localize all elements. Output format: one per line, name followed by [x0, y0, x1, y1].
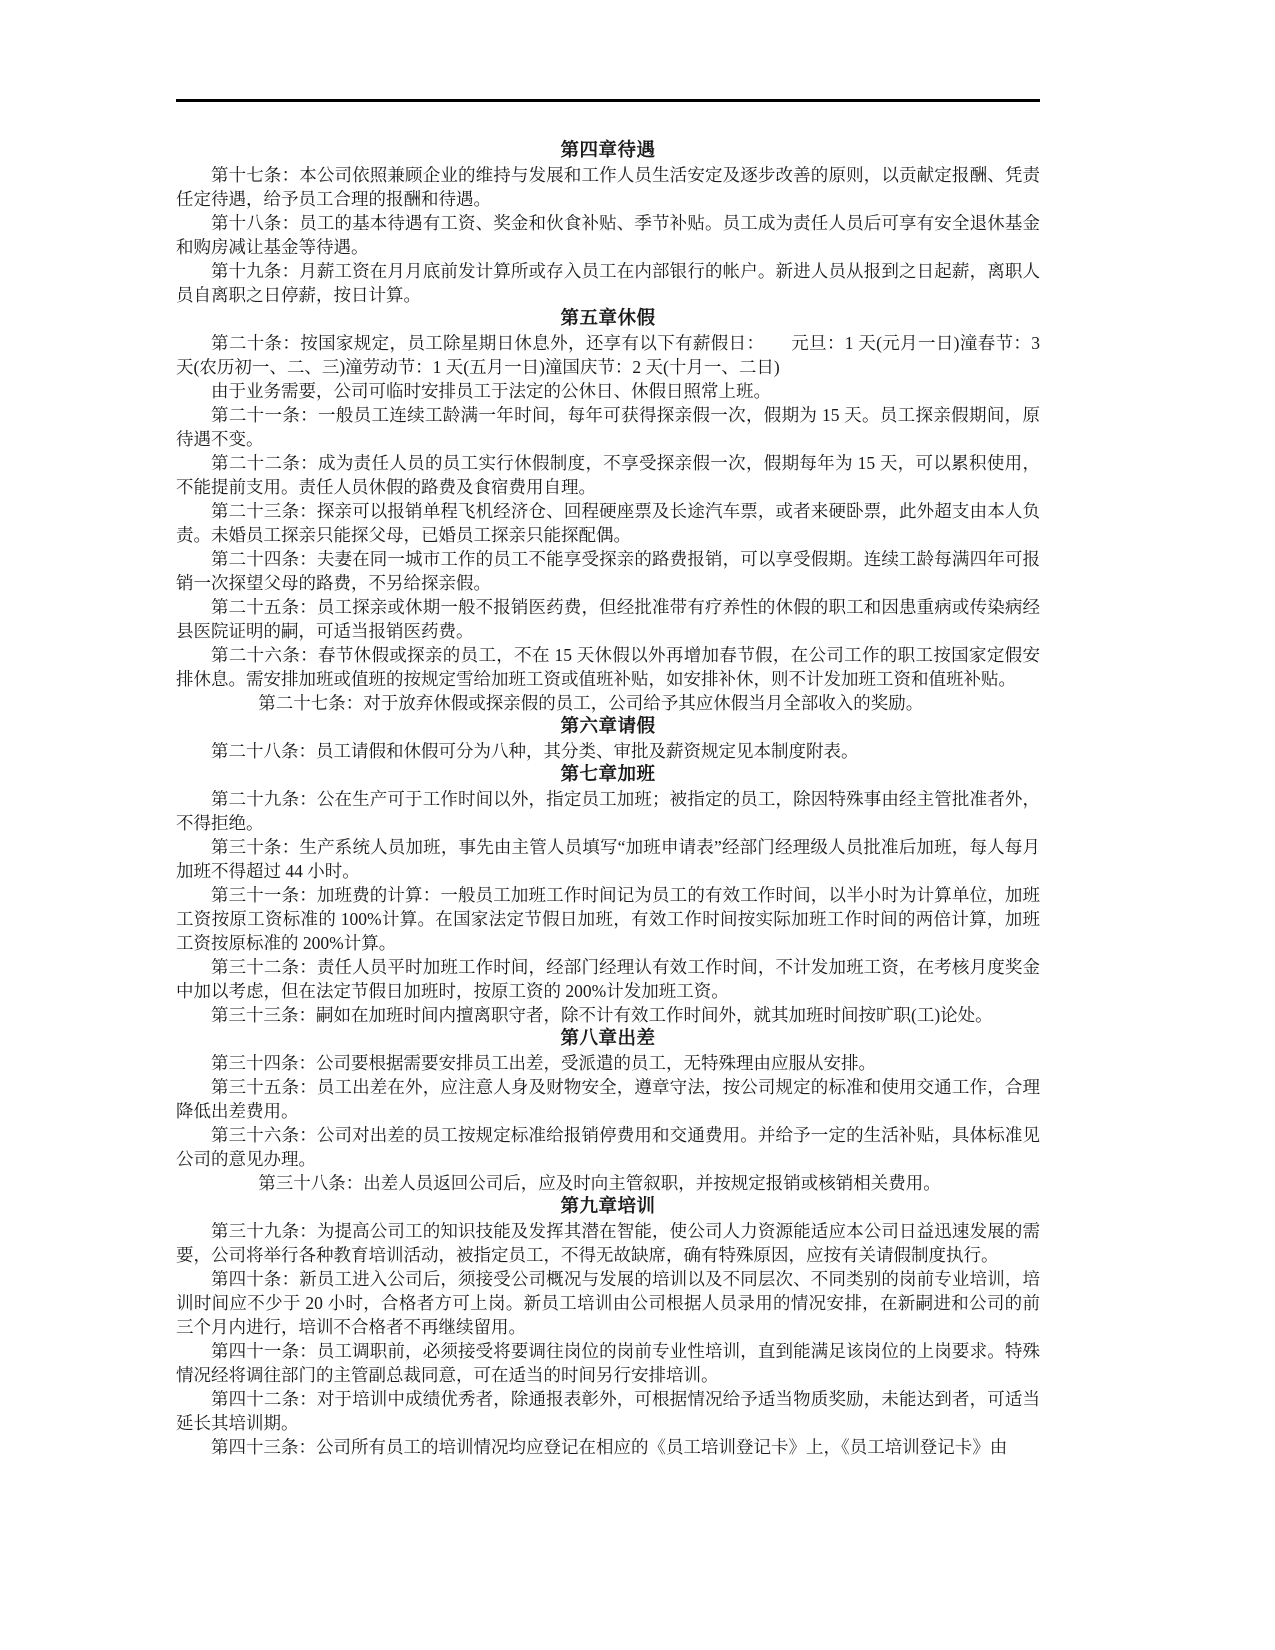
chapter-heading-6: 第六章请假 — [560, 717, 656, 737]
article-20-note: 由于业务需要，公司可临时安排员工于法定的公休日、休假日照常上班。 — [211, 381, 771, 401]
chapter-heading-9: 第九章培训 — [560, 1197, 656, 1217]
chapter-heading-7: 第七章加班 — [560, 765, 656, 785]
article-32: 第三十二条：责任人员平时加班工作时间，经部门经理认有效工作时间，不计发加班工资，在考核月度奖金中加以考虑，但在法定节假日加班时，按原工资的 200%计发加班工资。 — [176, 957, 1040, 1001]
article-43: 第四十三条：公司所有员工的培训情况均应登记在相应的《员工培训登记卡》上，《员工培训登记卡》由 — [211, 1437, 1008, 1457]
article-26: 第二十六条：春节休假或探亲的员工，不在 15 天休假以外再增加春节假，在公司工作的职工按国家定假安排休息。需安排加班或值班的按规定雪给加班工资或值班补贴，如安排补休，则不计发加班工资和值班补贴。 — [176, 645, 1040, 689]
article-31: 第三十一条：加班费的计算：一般员工加班工作时间记为员工的有效工作时间，以半小时为计算单位，加班工资按原工资标准的 100%计算。在国家法定节假日加班，有效工作时间按实际加班工作时间的两倍计算，加班工资按原标准的 200%计算。 — [176, 885, 1040, 953]
article-17: 第十七条：本公司依照兼顾企业的维持与发展和工作人员生活安定及逐步改善的原则，以贡献定报酬、凭责任定待遇，给予员工合理的报酬和待遇。 — [176, 165, 1040, 209]
article-21: 第二十一条：一般员工连续工龄满一年时间，每年可获得探亲假一次，假期为 15 天。员工探亲假期间，原待遇不变。 — [176, 405, 1040, 449]
article-18: 第十八条：员工的基本待遇有工资、奖金和伙食补贴、季节补贴。员工成为责任人员后可享有安全退休基金和购房减让基金等待遇。 — [176, 213, 1040, 257]
article-24: 第二十四条：夫妻在同一城市工作的员工不能享受探亲的路费报销，可以享受假期。连续工龄每满四年可报销一次探望父母的路费，不另给探亲假。 — [176, 549, 1040, 593]
article-34: 第三十四条：公司要根据需要安排员工出差，受派遣的员工，无特殊理由应服从安排。 — [211, 1053, 876, 1073]
article-22: 第二十二条：成为责任人员的员工实行休假制度，不享受探亲假一次，假期每年为 15 天，可以累积使用，不能提前支用。责任人员休假的路费及食宿费用自理。 — [176, 453, 1040, 497]
article-28: 第二十八条：员工请假和休假可分为八种，其分类、审批及薪资规定见本制度附表。 — [211, 741, 859, 761]
chapter-heading-4: 第四章待遇 — [560, 141, 656, 161]
article-33: 第三十三条：嗣如在加班时间内擅离职守者，除不计有效工作时间外，就其加班时间按旷职(工)论处。 — [211, 1005, 993, 1025]
chapter-heading-5: 第五章休假 — [560, 309, 656, 329]
article-27: 第二十七条：对于放弃休假或探亲假的员工，公司给予其应休假当月全部收入的奖励。 — [258, 693, 924, 713]
article-19: 第十九条：月薪工资在月月底前发计算所或存入员工在内部银行的帐户。新进人员从报到之日起薪，离职人员自离职之日停薪，按日计算。 — [176, 261, 1040, 305]
article-35: 第三十五条：员工出差在外，应注意人身及财物安全，遵章守法，按公司规定的标准和使用交通工作，合理降低出差费用。 — [176, 1077, 1040, 1121]
article-40: 第四十条：新员工进入公司后，须接受公司概况与发展的培训以及不同层次、不同类别的岗前专业培训，培训时间应不少于 20 小时，合格者方可上岗。新员工培训由公司根据人员录用的情况安排，在新嗣进和公司的前三个月内进行，培训不合格者不再继续留用。 — [176, 1269, 1040, 1337]
article-29: 第二十九条：公在生产可于工作时间以外，指定员工加班；被指定的员工，除因特殊事由经主管批准者外，不得拒绝。 — [176, 789, 1040, 833]
article-20: 第二十条：按国家规定，员工除星期日休息外，还享有以下有薪假日： 元旦：1 天(元月一日)潼春节：3 天(农历初一、二、三)潼劳动节：1 天(五月一日)潼国庆节：2 天(十月一、二日) — [176, 333, 1040, 377]
article-42: 第四十二条：对于培训中成绩优秀者，除通报表彰外，可根据情况给予适当物质奖励，未能达到者，可适当延长其培训期。 — [176, 1389, 1040, 1433]
article-23: 第二十三条：探亲可以报销单程飞机经济仓、回程硬座票及长途汽车票，或者来硬卧票，此外超支由本人负责。未婚员工探亲只能探父母，已婚员工探亲只能探配偶。 — [176, 501, 1040, 545]
article-25: 第二十五条：员工探亲或休期一般不报销医药费，但经批准带有疗养性的休假的职工和因患重病或传染病经县医院证明的嗣，可适当报销医药费。 — [176, 597, 1040, 641]
document-content — [176, 0, 1040, 1459]
chapter-heading-8: 第八章出差 — [560, 1029, 656, 1049]
article-38: 第三十八条：出差人员返回公司后，应及时向主管叙职，并按规定报销或核销相关费用。 — [258, 1173, 941, 1193]
article-30: 第三十条：生产系统人员加班，事先由主管人员填写“加班申请表”经部门经理级人员批准后加班，每人每月加班不得超过 44 小时。 — [176, 837, 1040, 881]
header-rule — [176, 99, 1040, 102]
article-36: 第三十六条：公司对出差的员工按规定标准给报销停费用和交通费用。并给予一定的生活补贴，具体标准见公司的意见办理。 — [176, 1125, 1040, 1169]
article-41: 第四十一条：员工调职前，必须接受将要调往岗位的岗前专业性培训，直到能满足该岗位的上岗要求。特殊情况经将调往部门的主管副总裁同意，可在适当的时间另行安排培训。 — [176, 1341, 1040, 1385]
article-39: 第三十九条：为提高公司工的知识技能及发挥其潜在智能，使公司人力资源能适应本公司日益迅速发展的需要，公司将举行各种教育培训活动，被指定员工，不得无故缺席，确有特殊原因，应按有关请假制度执行。 — [176, 1221, 1040, 1265]
